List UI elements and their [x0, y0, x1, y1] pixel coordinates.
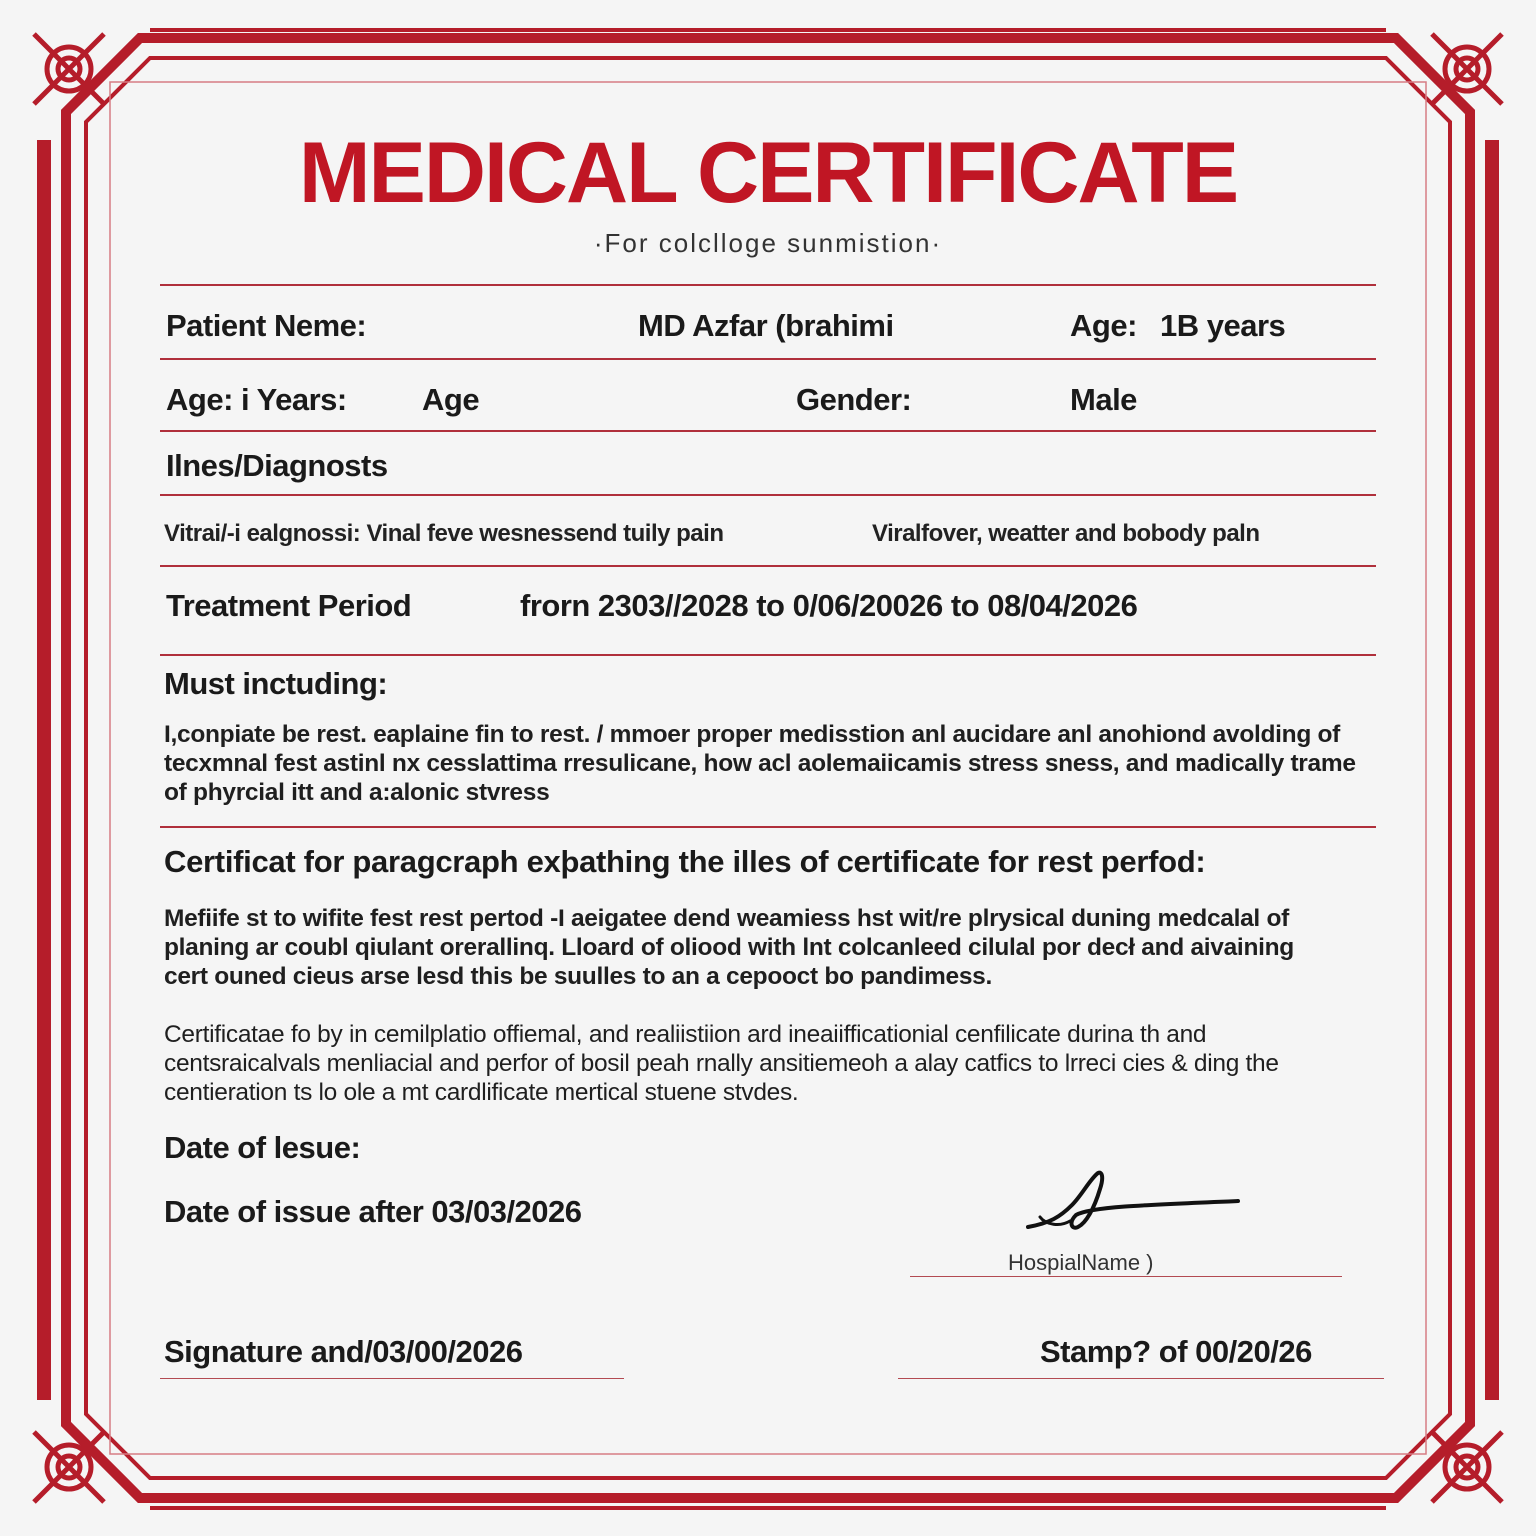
- divider: [160, 430, 1376, 432]
- hospital-name: HospialName ): [1008, 1250, 1154, 1275]
- gender-value: Male: [1070, 382, 1137, 417]
- hospital-signature-line: [910, 1276, 1342, 1277]
- divider: [160, 284, 1376, 286]
- certificate-title: MEDICAL CERTIFICATE: [298, 125, 1238, 221]
- diagnosis-right-text: Viralfover, weatter and bobody paln: [872, 520, 1260, 547]
- corner-ornament-icon: [1422, 24, 1512, 114]
- corner-ornament-icon: [1422, 1422, 1512, 1512]
- must-including-paragraph: [164, 720, 1374, 807]
- signature-date-text: Signature and/03/00/2026: [164, 1334, 523, 1369]
- treatment-period-label: Treatment Period: [166, 588, 412, 623]
- paragraph-line: I,conpiate be rest. eaplaine fin to rest. / mmoer proper medisstion anl aucidare anl anohiond avolding of: [164, 721, 1341, 748]
- divider: [160, 654, 1376, 656]
- diagnosis-left-text: Vitrai/-i ealgnossi: Vinal feve wesnessend tuily pain: [164, 520, 724, 547]
- divider: [160, 358, 1376, 360]
- age-value: 1B years: [1160, 308, 1286, 343]
- diagnosis-heading: Ilnes/Diagnosts: [166, 448, 388, 483]
- treatment-period-value: frorn 2303//2028 to 0/06/20026 to 08/04/2026: [520, 588, 1138, 623]
- gender-label: Gender:: [796, 382, 912, 417]
- patient-name-label: Patient Neme:: [166, 308, 367, 343]
- paragraph-line: cert ouned cieus arse lesd this be suulles to an a cepooct bo pandimess.: [164, 963, 992, 990]
- date-of-issue-value: Date of issue after 03/03/2026: [164, 1194, 582, 1229]
- explanation-paragraph-1: [164, 904, 1374, 991]
- handwritten-signature: [1020, 1165, 1250, 1245]
- paragraph-line: planing ar coubl qiulant orerallinq. Lloard of oliood with lnt colcanleed cilulal por decł and aivaining: [164, 934, 1294, 961]
- paragraph-line: Mefiife st to wifite fest rest pertod -I aeigatee dend weamiess hst wit/re plrysical duning medcalal of: [164, 905, 1289, 932]
- age-years-value: Age: [422, 382, 480, 417]
- paragraph-line: tecxmnal fest astinl nx cesslattima rresulicane, how acl aolemaiicamis stress sness, and madically trame: [164, 750, 1356, 777]
- stamp-text: Stamp? of 00/20/26: [1040, 1334, 1312, 1369]
- paragraph-line: of phyrcial itt and a:alonic stvress: [164, 779, 550, 806]
- paragraph-line: centsraicalvals menliacial and perfor of bosil peah rnally ansitiemeoh a alay catfics to lrreci cies & ding the: [164, 1050, 1279, 1077]
- divider: [160, 494, 1376, 496]
- paragraph-line: centieration ts lo ole a mt cardlificate mertical stuene stvdes.: [164, 1079, 799, 1106]
- date-of-issue-label: Date of lesue:: [164, 1130, 361, 1165]
- signature-line: [160, 1378, 624, 1379]
- corner-ornament-icon: [24, 24, 114, 114]
- must-including-heading: Must inctuding:: [164, 666, 388, 701]
- certificate-subtitle: ·For colcllоge sunmistion·: [593, 228, 943, 258]
- divider: [160, 565, 1376, 567]
- age-label: Age:: [1070, 308, 1137, 343]
- divider: [160, 826, 1376, 828]
- paragraph-line: Certificatae fo by in cemilplatio offiemal, and realiistiion ard ineaiifficationial cenfilicate durina th and: [164, 1021, 1207, 1048]
- corner-ornament-icon: [24, 1422, 114, 1512]
- paragraph-section-heading: Certificat for paragcraph exþathing the illes of certificate for rest perfod:: [164, 844, 1206, 879]
- patient-name-value: MD Azfar (brahimi: [638, 308, 894, 343]
- age-years-label: Age: i Years:: [166, 382, 347, 417]
- stamp-line: [898, 1378, 1384, 1379]
- explanation-paragraph-2: [164, 1020, 1374, 1107]
